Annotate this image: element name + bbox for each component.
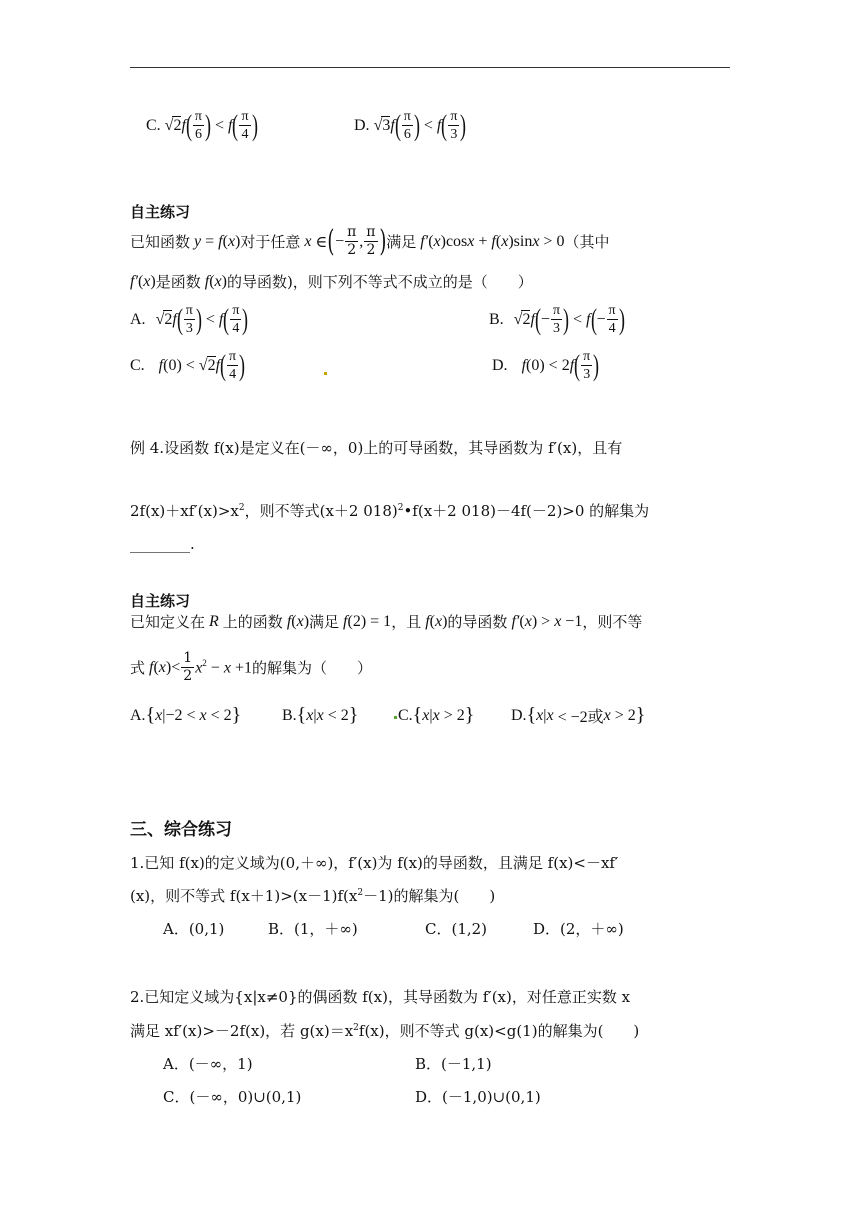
- practice2-option-b: B. { x | x < 2 }: [282, 704, 359, 726]
- q1-option-c: C．(1,2): [425, 920, 488, 938]
- q1-option-d: D．(2，＋∞): [533, 920, 624, 938]
- example4-line2: $2f(x)+xf'(x)>x^2$，则不等式(x＋2 018)$^2$•f(x＋2 018)－4f(－2)>0 的解集为: [130, 502, 650, 520]
- q2-option-b: B．(－1,1): [415, 1055, 492, 1073]
- practice1-stem-line2: f′(x) 是函数 f(x) 的导函数)，则下列不等式不成立的是（ ）: [130, 272, 533, 291]
- example4-line1: 例 4.设函数 f(x)是定义在(－∞，0)上的可导函数，其导函数为 f′(x)，且有: [130, 439, 623, 457]
- q2-option-a: A．(－∞，1): [163, 1055, 253, 1073]
- option-d-top: D. √3 f ( $\frac{\pi}{6}$ ) < f ( $\frac{\pi}{3}$ ): [354, 108, 467, 142]
- option-label: D.: [354, 116, 370, 134]
- practice1-option-b: B. √2 f ( − $\frac{\pi}{3}$ ) < f ( − $\frac{\pi}{4}$ ): [489, 302, 625, 336]
- practice1-option-a: A. √2 f ( $\frac{\pi}{3}$ ) < f ( $\frac{\pi}{4}$ ): [130, 302, 249, 336]
- q2-line2: 满足 xf′(x)>－2f(x)，若 $g(x)=x^2f(x)$，则不等式 g(x)<g(1)的解集为( ): [130, 1022, 640, 1040]
- practice2-line2: 式 f(x)< $\frac{1}{2}$ $x^2 - x +1$ 的解集为（ ）: [130, 650, 372, 684]
- practice2-option-c: C. { x | x > 2 }: [398, 704, 475, 726]
- practice-heading-1: 自主练习: [130, 203, 191, 221]
- q2-option-d: D．(－1,0)∪(0,1): [415, 1088, 541, 1106]
- q2-line1: 2.已知定义域为{x|x≠0}的偶函数 f(x)，其导函数为 f′(x)，对任意正实数 x: [130, 988, 631, 1006]
- practice1-stem-line1: 已知函数 y = f (x) 对于任意 x ∈ ( − $\frac{\pi}{2}$ , $\frac{\pi}{2}$ ) 满足 f′(x)cosx + f(x)sinx > 0 （其中: [130, 223, 610, 259]
- stray-dot: [394, 716, 397, 719]
- section-heading: 三、综合练习: [130, 820, 232, 840]
- practice1-option-c: C. f (0) < √ 2 f ( $\frac{\pi}{4}$ ): [130, 348, 246, 382]
- option-c-top: C. √2 f ( $\frac{\pi}{6}$ ) < f ( $\frac{\pi}{4}$ ): [146, 108, 258, 142]
- practice2-line1: 已知定义在 R 上的函数 f(x) 满足 f(2) = 1 ，且 f(x) 的导函数 f′(x) > x −1 ，则不等: [130, 612, 643, 631]
- practice2-option-a: A. { x |−2 < x < 2 }: [130, 704, 242, 726]
- header-rule: [130, 67, 730, 68]
- practice2-option-d: D. { x | x < −2或 x > 2 }: [511, 704, 646, 726]
- q1-line2: (x)，则不等式 $f(x+1)>(x-1)f(x^2-1)$的解集为( ): [130, 887, 496, 905]
- option-label: C.: [146, 116, 161, 134]
- example4-line3: ________.: [130, 535, 195, 553]
- q1-option-b: B．(1，＋∞): [268, 920, 358, 938]
- practice-heading-2: 自主练习: [130, 592, 191, 610]
- q1-option-a: A．(0,1): [163, 920, 225, 938]
- practice1-option-d: D. f (0) < 2 f ( $\frac{\pi}{3}$ ): [492, 348, 600, 382]
- stray-dot: [324, 372, 327, 375]
- q2-option-c: C．(－∞，0)∪(0,1): [163, 1088, 302, 1106]
- q1-line1: 1.已知 f(x)的定义域为(0,＋∞)，f′(x)为 f(x)的导函数，且满足 f(x)<－xf′: [130, 854, 619, 872]
